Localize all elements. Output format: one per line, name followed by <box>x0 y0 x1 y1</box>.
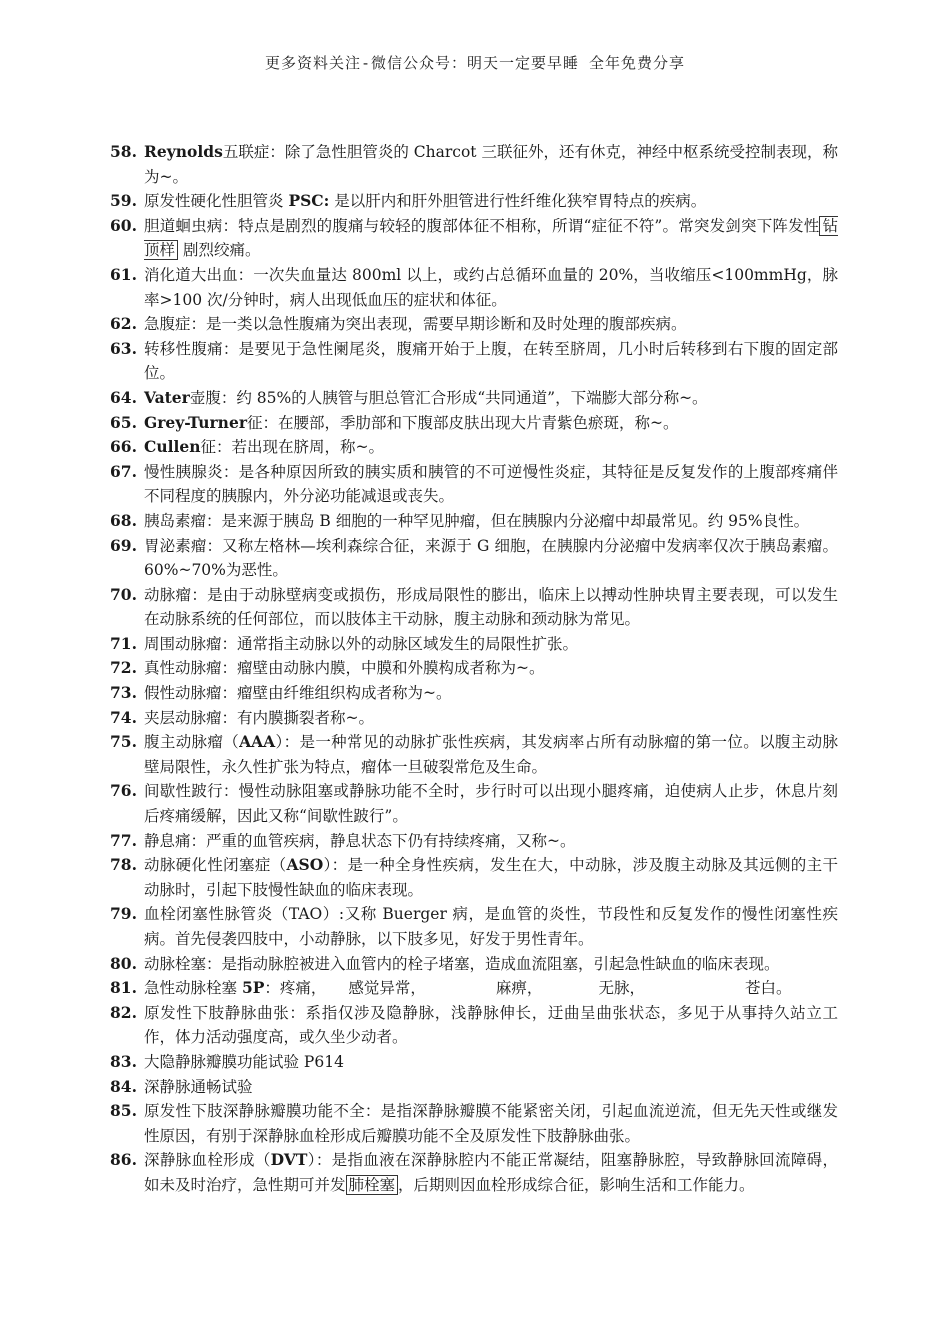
item-term: 原发性硬化性胆管炎 <box>144 192 289 211</box>
item-text <box>144 1148 838 1197</box>
definition-list <box>110 140 838 1198</box>
item-text <box>144 386 838 411</box>
item-definition: 动脉栓塞：是指动脉腔被进入血管内的栓子堵塞，造成血流阻塞，引起急性缺血的临床表现。 <box>144 954 780 973</box>
item-bold-term: PSC: <box>288 191 330 211</box>
item-text <box>144 411 838 436</box>
item-number: 70. <box>110 584 137 604</box>
item-number: 60. <box>110 215 137 235</box>
list-item <box>110 829 838 854</box>
list-item <box>110 706 838 731</box>
sp-symptom: 感觉异常， <box>348 979 426 998</box>
list-item <box>110 902 838 951</box>
list-item <box>110 534 838 583</box>
item-definition: 征：若出现在脐周，称~。 <box>200 438 385 457</box>
boxed-keyword: 钻顶样 <box>144 216 838 260</box>
item-number: 82. <box>110 1002 137 1022</box>
item-definition: 壶腹：约 85%的人胰管与胆总管汇合形成“共同通道”，下端膨大部分称~。 <box>189 388 708 407</box>
item-text <box>144 509 838 534</box>
item-definition-tail: ，后期则因血栓形成综合征，影响生活和工作能力。 <box>398 1175 755 1194</box>
item-text <box>144 534 838 583</box>
item-number: 71. <box>110 633 137 653</box>
item-definition: 胃泌素瘤：又称左格林—埃利森综合征，来源于 G 细胞，在胰腺内分泌瘤中发病率仅次于胰岛素瘤。60%~70%为恶性。 <box>144 536 838 580</box>
item-bold-term: Reynolds <box>144 142 223 161</box>
list-item <box>110 337 838 386</box>
item-definition: 是以肝内和肝外胆管进行性纤维化狭窄胃特点的疾病。 <box>329 192 707 211</box>
item-definition: 征：在腰部，季肋部和下腹部皮肤出现大片青紫色瘀斑，称~。 <box>246 413 679 432</box>
item-number: 63. <box>110 338 137 358</box>
list-item <box>110 1099 838 1148</box>
list-item <box>110 681 838 706</box>
item-number: 67. <box>110 461 137 481</box>
item-text <box>144 214 838 263</box>
item-number: 73. <box>110 683 137 703</box>
list-item <box>110 411 838 436</box>
item-term: 腹主动脉瘤（ <box>144 733 240 752</box>
list-item <box>110 1148 838 1197</box>
item-text <box>144 435 838 460</box>
item-text <box>144 730 838 779</box>
item-text <box>144 829 838 854</box>
list-item <box>110 1075 838 1100</box>
item-text <box>144 263 838 312</box>
sp-symptom: ：疼痛， <box>264 979 327 998</box>
item-number: 65. <box>110 412 137 432</box>
item-term: 深静脉血栓形成（ <box>144 1151 271 1170</box>
item-definition: 原发性下肢静脉曲张：系指仅涉及隐静脉，浅静脉伸长，迂曲呈曲张状态，多见于从事持久站立工作，体力活动强度高，或久坐少动者。 <box>144 1003 838 1047</box>
item-bold-term: DVT <box>270 1150 308 1170</box>
list-item <box>110 779 838 828</box>
list-item <box>110 386 838 411</box>
list-item <box>110 730 838 779</box>
item-number: 81. <box>110 978 137 998</box>
item-definition: 间歇性跛行：慢性动脉阻塞或静脉功能不全时，步行时可以出现小腿疼痛，迫使病人止步，休息片刻后疼痛缓解，因此又称“间歇性跛行”。 <box>144 782 838 826</box>
item-definition-tail: 剧烈绞痛。 <box>178 241 261 260</box>
item-definition: ）：是一种常见的动脉扩张性疾病，其发病率占所有动脉瘤的第一位。以腹主动脉壁局限性，永久性扩张为特点，瘤体一旦破裂常危及生命。 <box>144 733 838 776</box>
item-bold-term: Vater <box>144 387 190 407</box>
item-text <box>144 853 838 902</box>
list-item <box>110 140 838 189</box>
item-number: 69. <box>110 535 137 555</box>
item-bold-term: Cullen <box>144 437 201 457</box>
item-text <box>144 976 838 1001</box>
item-number: 84. <box>110 1076 137 1096</box>
item-definition: 周围动脉瘤：通常指主动脉以外的动脉区域发生的局限性扩张。 <box>144 634 579 653</box>
item-definition: 深静脉通畅试验 <box>144 1077 253 1096</box>
list-item <box>110 632 838 657</box>
item-number: 58. <box>110 142 137 161</box>
list-item <box>110 656 838 681</box>
boxed-keyword: 肺栓塞 <box>346 1175 399 1195</box>
item-definition: 静息痛：严重的血管疾病，静息状态下仍有持续疼痛，又称~。 <box>144 831 576 850</box>
item-text <box>144 1001 838 1050</box>
item-definition: 原发性下肢深静脉瓣膜功能不全：是指深静脉瓣膜不能紧密关闭，引起血流逆流，但无先天性或继发性原因，有别于深静脉血栓形成后瓣膜功能不全及原发性下肢静脉曲张。 <box>144 1102 838 1145</box>
item-definition: 转移性腹痛：是要见于急性阑尾炎，腹痛开始于上腹，在转至脐周，几小时后转移到右下腹的固定部位。 <box>144 339 838 383</box>
list-item <box>110 214 838 263</box>
item-number: 86. <box>110 1150 137 1170</box>
item-text <box>144 656 838 681</box>
item-definition: ）：是指血液在深静脉腔内不能正常凝结，阻塞静脉腔，导致静脉回流障碍，如未及时治疗，急性期可并发 <box>144 1151 838 1194</box>
item-number: 85. <box>110 1101 137 1121</box>
item-text <box>144 1075 838 1100</box>
item-text <box>144 952 838 977</box>
item-definition: 胆道蛔虫病：特点是剧烈的腹痛与较轻的腹部体征不相称，所谓“症征不符”。常突发剑突下阵发性 <box>144 216 820 235</box>
item-number: 75. <box>110 732 137 752</box>
item-number: 61. <box>110 264 137 284</box>
item-text <box>144 902 838 951</box>
item-number: 68. <box>110 510 137 530</box>
item-number: 62. <box>110 314 137 334</box>
item-number: 72. <box>110 658 137 678</box>
list-item <box>110 1001 838 1050</box>
sp-symptom: 无脉， <box>598 979 645 998</box>
list-item <box>110 952 838 977</box>
item-bold-term: AAA <box>239 732 276 752</box>
list-item <box>110 312 838 337</box>
list-item <box>110 853 838 902</box>
item-text <box>144 706 838 731</box>
item-text <box>144 337 838 386</box>
item-text <box>144 779 838 828</box>
item-text <box>144 1050 838 1075</box>
item-number: 76. <box>110 781 137 801</box>
item-definition: 五联症：除了急性胆管炎的 Charcot 三联征外，还有休克，神经中枢系统受控制表现，称为~。 <box>144 143 838 186</box>
list-item <box>110 583 838 632</box>
item-definition: 急腹症：是一类以急性腹痛为突出表现，需要早期诊断和及时处理的腹部疾病。 <box>144 315 687 334</box>
item-definition: 胰岛素瘤：是来源于胰岛 B 细胞的一种罕见肿瘤，但在胰腺内分泌瘤中却最常见。约 95%良性。 <box>144 511 810 530</box>
item-text <box>144 140 838 189</box>
page-header: 更多资料关注-微信公众号：明天一定要早睡 全年免费分享 <box>264 54 686 72</box>
item-definition: 慢性胰腺炎：是各种原因所致的胰实质和胰管的不可逆慢性炎症，其特征是反复发作的上腹部疼痛伴不同程度的胰腺内，外分泌功能减退或丧失。 <box>144 462 838 506</box>
item-definition: 血栓闭塞性脉管炎（TAO）:又称 Buerger 病，是血管的炎性，节段性和反复发作的慢性闭塞性疾病。首先侵袭四肢中，小动静脉，以下肢多见，好发于男性青年。 <box>144 905 838 948</box>
list-item <box>110 509 838 534</box>
item-text <box>144 189 838 214</box>
item-text <box>144 583 838 632</box>
item-number: 66. <box>110 437 137 457</box>
item-definition: ）：是一种全身性疾病，发生在大，中动脉，涉及腹主动脉及其远侧的主干动脉时，引起下肢慢性缺血的临床表现。 <box>144 856 838 899</box>
item-text <box>144 312 838 337</box>
item-bold-term: ASO <box>286 855 324 875</box>
item-definition: 动脉瘤：是由于动脉壁病变或损伤，形成局限性的膨出，临床上以搏动性肿块胃主要表现，可以发生在动脉系统的任何部位，而以肢体主干动脉，腹主动脉和颈动脉为常见。 <box>144 585 838 629</box>
item-definition: 消化道大出血：一次失血量达 800ml 以上，或约占总循环血量的 20%，当收缩压<100mmHg，脉率>100 次/分钟时，病人出现低血压的症状和体征。 <box>144 265 838 309</box>
item-definition: 夹层动脉瘤：有内膜撕裂者称~。 <box>144 708 374 727</box>
sp-symptom: 苍白。 <box>744 979 792 998</box>
item-number: 83. <box>110 1051 137 1071</box>
item-text <box>144 632 838 657</box>
item-definition: 真性动脉瘤：瘤壁由动脉内膜，中膜和外膜构成者称为~。 <box>144 659 545 678</box>
item-definition: 假性动脉瘤：瘤壁由纤维组织构成者称为~。 <box>144 684 452 703</box>
item-text <box>144 1099 838 1148</box>
item-number: 78. <box>110 855 137 875</box>
list-item <box>110 460 838 509</box>
item-definition: 大隐静脉瓣膜功能试验 P614 <box>144 1052 344 1071</box>
item-text <box>144 460 838 509</box>
list-item <box>110 1050 838 1075</box>
item-number: 74. <box>110 707 137 727</box>
item-term: 动脉硬化性闭塞症（ <box>144 856 287 875</box>
list-item <box>110 976 838 1001</box>
item-number: 79. <box>110 904 137 924</box>
item-number: 80. <box>110 953 137 973</box>
item-text <box>144 681 838 706</box>
list-item <box>110 263 838 312</box>
list-item <box>110 189 838 214</box>
list-item <box>110 435 838 460</box>
item-term: 急性动脉栓塞 <box>144 979 242 998</box>
item-number: 59. <box>110 191 137 211</box>
sp-symptom: 麻痹， <box>495 979 543 998</box>
item-number: 77. <box>110 830 137 850</box>
item-bold-term: 5P <box>241 978 265 998</box>
item-bold-term: Grey-Turner <box>144 412 247 432</box>
item-number: 64. <box>110 387 137 407</box>
